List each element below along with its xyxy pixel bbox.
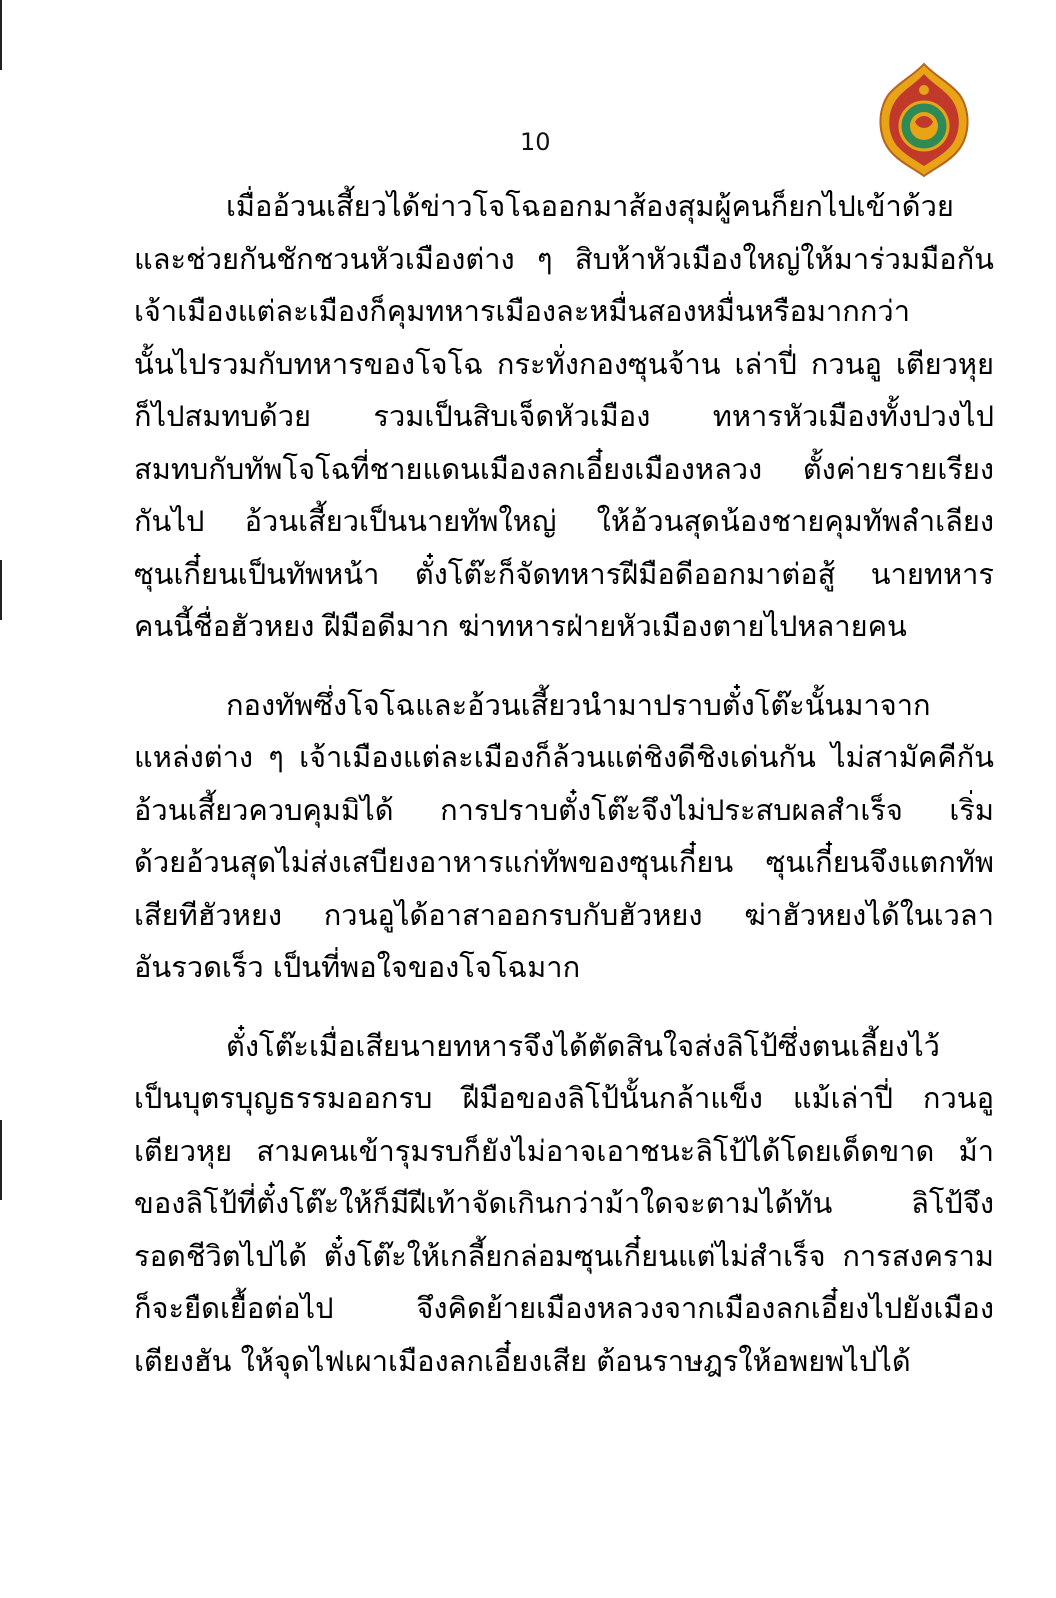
page-number: 10 bbox=[520, 128, 551, 156]
text-line: สมทบกับทัพโจโฉที่ชายแดนเมืองลกเอี๋ยงเมืองหลวง ตั้งค่ายรายเรียง bbox=[134, 451, 994, 486]
text-line: เตียงฮัน ให้จุดไฟเผาเมืองลกเอี๋ยงเสีย ต้อนราษฎรให้อพยพไปได้ bbox=[134, 1343, 911, 1378]
text-line: นั้นไปรวมกับทหารของโจโฉ กระทั่งกองซุนจ้าน เล่าปี่ กวนอู เตียวหุย bbox=[134, 346, 994, 381]
scan-edge-mark bbox=[0, 560, 2, 620]
text-line: ตั๋งโต๊ะเมื่อเสียนายทหารจึงได้ตัดสินใจส่งลิโป้ซึ่งตนเลี้ยงไว้ bbox=[226, 1028, 940, 1063]
text-line: เจ้าเมืองแต่ละเมืองก็คุมทหารเมืองละหมื่นสองหมื่นหรือมากกว่า bbox=[134, 294, 910, 328]
paragraph bbox=[134, 180, 994, 653]
text-line: แหล่งต่าง ๆ เจ้าเมืองแต่ละเมืองก็ล้วนแต่ชิงดีชิงเด่นกัน ไม่สามัคคีกัน bbox=[134, 740, 994, 774]
text-line: เตียวหุย สามคนเข้ารุมรบก็ยังไม่อาจเอาชนะลิโป้ได้โดยเด็ดขาด ม้า bbox=[134, 1133, 994, 1168]
text-line: อันรวดเร็ว เป็นที่พอใจของโจโฉมาก bbox=[134, 950, 581, 984]
text-line: เป็นบุตรบุญธรรมออกรบ ฝีมือของลิโป้นั้นกล้าแข็ง แม้เล่าปี่ กวนอู bbox=[134, 1081, 994, 1115]
text-line: เสียทีฮัวหยง กวนอูได้อาสาออกรบกับฮัวหยง ฆ่าฮัวหยงได้ในเวลา bbox=[134, 897, 994, 932]
paragraph bbox=[134, 679, 994, 994]
text-line: กันไป อ้วนเสี้ยวเป็นนายทัพใหญ่ ให้อ้วนสุดน้องชายคุมทัพลำเลียง bbox=[134, 504, 994, 538]
text-line: ของลิโป้ที่ตั๋งโต๊ะให้ก็มีฝีเท้าจัดเกินกว่าม้าใดจะตามได้ทัน ลิโป้จึง bbox=[134, 1186, 994, 1220]
text-line: ก็ไปสมทบด้วย รวมเป็นสิบเจ็ดหัวเมือง ทหารหัวเมืองทั้งปวงไป bbox=[134, 399, 994, 433]
text-line: เมื่ออ้วนเสี้ยวได้ข่าวโจโฉออกมาส้องสุมผู้คนก็ยกไปเข้าด้วย bbox=[226, 189, 954, 223]
text-line: คนนี้ชื่อฮัวหยง ฝีมือดีมาก ฆ่าทหารฝ่ายหัวเมืองตายไปหลายคน bbox=[134, 609, 907, 643]
body-text bbox=[134, 180, 994, 1387]
scan-edge-mark bbox=[0, 0, 2, 70]
text-line: อ้วนเสี้ยวควบคุมมิได้ การปราบตั๋งโต๊ะจึงไม่ประสบผลสำเร็จ เริ่ม bbox=[134, 792, 994, 827]
text-line: กองทัพซึ่งโจโฉและอ้วนเสี้ยวนำมาปราบตั๋งโต๊ะนั้นมาจาก bbox=[226, 687, 931, 722]
paragraph-gap bbox=[134, 994, 994, 1020]
scan-edge-mark bbox=[0, 1120, 2, 1200]
emblem-logo bbox=[875, 60, 973, 180]
paragraph bbox=[134, 1020, 994, 1388]
text-line: ก็จะยืดเยื้อต่อไป จึงคิดย้ายเมืองหลวงจากเมืองลกเอี๋ยงไปยังเมือง bbox=[134, 1291, 994, 1325]
text-line: รอดชีวิตไปได้ ตั๋งโต๊ะให้เกลี้ยกล่อมซุนเกี๋ยนแต่ไม่สำเร็จ การสงคราม bbox=[134, 1238, 994, 1273]
text-line: ซุนเกี๋ยนเป็นทัพหน้า ตั๋งโต๊ะก็จัดทหารฝีมือดีออกมาต่อสู้ นายทหาร bbox=[134, 556, 994, 591]
text-line: ด้วยอ้วนสุดไม่ส่งเสบียงอาหารแก่ทัพของซุนเกี๋ยน ซุนเกี๋ยนจึงแตกทัพ bbox=[134, 845, 994, 879]
text-line: และช่วยกันชักชวนหัวเมืองต่าง ๆ สิบห้าหัวเมืองใหญ่ให้มาร่วมมือกัน bbox=[134, 241, 994, 276]
paragraph-gap bbox=[134, 653, 994, 679]
